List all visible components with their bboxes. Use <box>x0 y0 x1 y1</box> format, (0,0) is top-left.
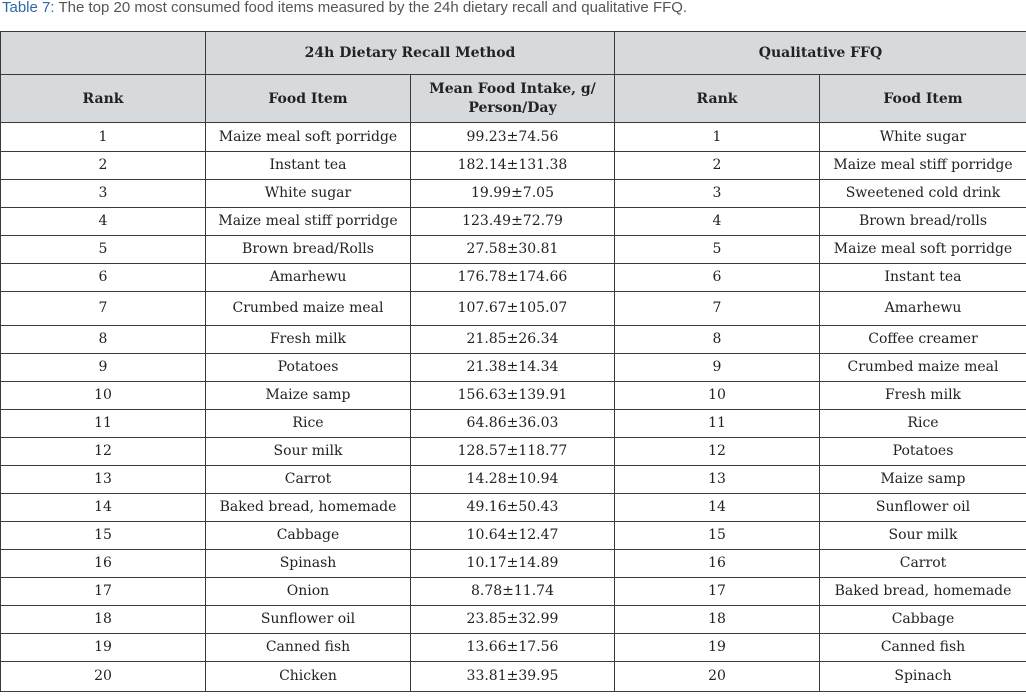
cell-ffq-food-item: Canned fish <box>820 634 1026 662</box>
cell-ffq-rank: 2 <box>615 152 820 180</box>
cell-ffq-rank: 18 <box>615 606 820 634</box>
cell-mean-intake: 19.99±7.05 <box>411 180 615 208</box>
cell-ffq-rank: 7 <box>615 292 820 326</box>
group-header-row <box>1 32 1026 75</box>
cell-food-item: Sunflower oil <box>206 606 411 634</box>
cell-ffq-rank: 11 <box>615 410 820 438</box>
cell-mean-intake: 14.28±10.94 <box>411 466 615 494</box>
table-caption-label: Table 7: <box>2 0 55 16</box>
cell-food-item: Spinash <box>206 550 411 578</box>
cell-mean-intake: 8.78±11.74 <box>411 578 615 606</box>
table-row <box>1 264 1026 292</box>
cell-ffq-food-item: Maize meal stiff porridge <box>820 152 1026 180</box>
cell-ffq-food-item: Spinach <box>820 662 1026 692</box>
cell-ffq-food-item: Sweetened cold drink <box>820 180 1026 208</box>
column-header-mean-line1: Mean Food Intake, g/ <box>429 80 596 97</box>
group-header-ffq: Qualitative FFQ <box>615 32 1026 75</box>
column-header-food-item: Food Item <box>206 75 411 123</box>
table-row <box>1 208 1026 236</box>
cell-rank: 6 <box>1 264 206 292</box>
table-row <box>1 550 1026 578</box>
cell-mean-intake: 182.14±131.38 <box>411 152 615 180</box>
cell-rank: 13 <box>1 466 206 494</box>
cell-ffq-food-item: Instant tea <box>820 264 1026 292</box>
cell-mean-intake: 10.64±12.47 <box>411 522 615 550</box>
cell-ffq-food-item: Fresh milk <box>820 382 1026 410</box>
column-header-mean-intake <box>411 75 615 123</box>
cell-food-item: Maize samp <box>206 382 411 410</box>
cell-ffq-rank: 17 <box>615 578 820 606</box>
cell-rank: 8 <box>1 326 206 354</box>
cell-mean-intake: 156.63±139.91 <box>411 382 615 410</box>
cell-food-item: Maize meal soft porridge <box>206 123 411 152</box>
cell-ffq-rank: 9 <box>615 354 820 382</box>
column-header-rank: Rank <box>1 75 206 123</box>
cell-mean-intake: 23.85±32.99 <box>411 606 615 634</box>
cell-food-item: Sour milk <box>206 438 411 466</box>
cell-rank: 20 <box>1 662 206 692</box>
table-row <box>1 578 1026 606</box>
cell-rank: 1 <box>1 123 206 152</box>
cell-ffq-food-item: Cabbage <box>820 606 1026 634</box>
cell-rank: 16 <box>1 550 206 578</box>
cell-mean-intake: 10.17±14.89 <box>411 550 615 578</box>
cell-rank: 5 <box>1 236 206 264</box>
table-caption <box>2 0 687 16</box>
cell-mean-intake: 21.85±26.34 <box>411 326 615 354</box>
table-row <box>1 292 1026 326</box>
group-header-recall: 24h Dietary Recall Method <box>206 32 615 75</box>
cell-food-item: Baked bread, homemade <box>206 494 411 522</box>
cell-rank: 12 <box>1 438 206 466</box>
cell-food-item: Brown bread/Rolls <box>206 236 411 264</box>
cell-mean-intake: 107.67±105.07 <box>411 292 615 326</box>
cell-ffq-rank: 6 <box>615 264 820 292</box>
cell-food-item: Carrot <box>206 466 411 494</box>
cell-food-item: Amarhewu <box>206 264 411 292</box>
cell-ffq-food-item: Crumbed maize meal <box>820 354 1026 382</box>
cell-ffq-rank: 5 <box>615 236 820 264</box>
cell-food-item: Onion <box>206 578 411 606</box>
cell-mean-intake: 123.49±72.79 <box>411 208 615 236</box>
table-row <box>1 326 1026 354</box>
cell-ffq-rank: 1 <box>615 123 820 152</box>
cell-ffq-rank: 14 <box>615 494 820 522</box>
cell-ffq-food-item: Sunflower oil <box>820 494 1026 522</box>
cell-rank: 4 <box>1 208 206 236</box>
cell-mean-intake: 49.16±50.43 <box>411 494 615 522</box>
cell-ffq-rank: 10 <box>615 382 820 410</box>
cell-food-item: Chicken <box>206 662 411 692</box>
cell-ffq-food-item: White sugar <box>820 123 1026 152</box>
table-row <box>1 494 1026 522</box>
cell-mean-intake: 64.86±36.03 <box>411 410 615 438</box>
table-row <box>1 410 1026 438</box>
cell-ffq-food-item: Amarhewu <box>820 292 1026 326</box>
cell-mean-intake: 13.66±17.56 <box>411 634 615 662</box>
cell-food-item: Potatoes <box>206 354 411 382</box>
cell-ffq-rank: 20 <box>615 662 820 692</box>
cell-mean-intake: 27.58±30.81 <box>411 236 615 264</box>
cell-rank: 14 <box>1 494 206 522</box>
cell-rank: 3 <box>1 180 206 208</box>
cell-rank: 17 <box>1 578 206 606</box>
food-items-table <box>0 31 1026 692</box>
table-caption-text: The top 20 most consumed food items measured by the 24h dietary recall and qualitative FFQ. <box>54 0 688 16</box>
cell-food-item: Instant tea <box>206 152 411 180</box>
cell-ffq-food-item: Coffee creamer <box>820 326 1026 354</box>
cell-mean-intake: 128.57±118.77 <box>411 438 615 466</box>
cell-rank: 18 <box>1 606 206 634</box>
cell-food-item: Rice <box>206 410 411 438</box>
cell-ffq-food-item: Maize samp <box>820 466 1026 494</box>
table-row <box>1 634 1026 662</box>
table-row <box>1 466 1026 494</box>
cell-rank: 10 <box>1 382 206 410</box>
cell-food-item: White sugar <box>206 180 411 208</box>
cell-mean-intake: 99.23±74.56 <box>411 123 615 152</box>
table-row <box>1 354 1026 382</box>
cell-mean-intake: 176.78±174.66 <box>411 264 615 292</box>
cell-mean-intake: 21.38±14.34 <box>411 354 615 382</box>
cell-ffq-food-item: Potatoes <box>820 438 1026 466</box>
column-header-ffq-rank: Rank <box>615 75 820 123</box>
cell-rank: 15 <box>1 522 206 550</box>
cell-ffq-food-item: Maize meal soft porridge <box>820 236 1026 264</box>
table-row <box>1 152 1026 180</box>
column-header-mean-line2: Person/Day <box>468 99 557 116</box>
column-header-ffq-food-item: Food Item <box>820 75 1026 123</box>
cell-ffq-rank: 19 <box>615 634 820 662</box>
cell-rank: 9 <box>1 354 206 382</box>
cell-ffq-rank: 4 <box>615 208 820 236</box>
cell-food-item: Crumbed maize meal <box>206 292 411 326</box>
table-row <box>1 438 1026 466</box>
table-body <box>1 123 1026 692</box>
table-row <box>1 236 1026 264</box>
cell-ffq-rank: 15 <box>615 522 820 550</box>
cell-rank: 7 <box>1 292 206 326</box>
cell-rank: 19 <box>1 634 206 662</box>
cell-ffq-food-item: Rice <box>820 410 1026 438</box>
column-header-row <box>1 75 1026 123</box>
table-row <box>1 180 1026 208</box>
cell-ffq-food-item: Carrot <box>820 550 1026 578</box>
cell-ffq-food-item: Brown bread/rolls <box>820 208 1026 236</box>
cell-food-item: Maize meal stiff porridge <box>206 208 411 236</box>
cell-ffq-rank: 3 <box>615 180 820 208</box>
cell-food-item: Canned fish <box>206 634 411 662</box>
cell-ffq-food-item: Sour milk <box>820 522 1026 550</box>
cell-rank: 11 <box>1 410 206 438</box>
table-row <box>1 382 1026 410</box>
cell-ffq-food-item: Baked bread, homemade <box>820 578 1026 606</box>
cell-ffq-rank: 8 <box>615 326 820 354</box>
cell-food-item: Fresh milk <box>206 326 411 354</box>
table-row <box>1 662 1026 692</box>
cell-ffq-rank: 16 <box>615 550 820 578</box>
table-row <box>1 606 1026 634</box>
table-row <box>1 522 1026 550</box>
table-row <box>1 123 1026 152</box>
cell-ffq-rank: 13 <box>615 466 820 494</box>
cell-food-item: Cabbage <box>206 522 411 550</box>
group-header-empty <box>1 32 206 75</box>
cell-rank: 2 <box>1 152 206 180</box>
cell-ffq-rank: 12 <box>615 438 820 466</box>
cell-mean-intake: 33.81±39.95 <box>411 662 615 692</box>
